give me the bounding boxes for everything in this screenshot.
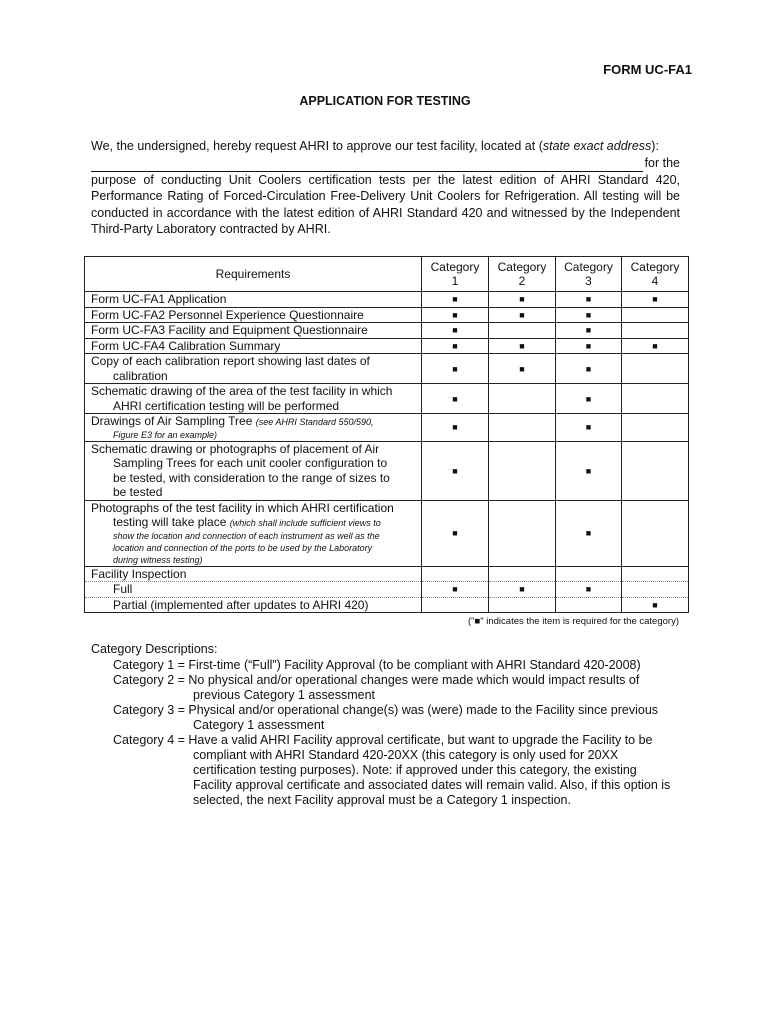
required-mark: ■: [489, 582, 556, 598]
required-mark: ■: [422, 323, 489, 339]
required-mark: ■: [556, 338, 622, 354]
required-mark: ■: [422, 384, 489, 414]
required-mark: ■: [556, 582, 622, 598]
header-category-3: [556, 257, 622, 292]
header-cat3-label: Category: [564, 260, 613, 274]
row-label: Form UC-FA3 Facility and Equipment Questionnaire: [85, 323, 422, 339]
category-3-description: Category 3 = Physical and/or operational change(s) was (were) made to the Facility since previous: [113, 703, 659, 717]
row-label-line: be tested: [113, 485, 163, 499]
category-4-description-cont: selected, the next Facility approval must be a Category 1 inspection.: [193, 793, 571, 807]
required-mark: ■: [422, 500, 489, 566]
row-label-line: Sampling Trees for each unit cooler configuration to: [113, 456, 388, 470]
row-label: Form UC-FA1 Application: [85, 292, 422, 308]
row-label: [85, 384, 422, 414]
header-cat1-label: Category: [430, 260, 480, 274]
required-mark: ■: [422, 338, 489, 354]
empty-cell: [622, 323, 689, 339]
header-cat2-label: Category: [497, 260, 547, 274]
intro-line1-prefix: We, the undersigned, hereby request AHRI to approve our test facility, located at (: [91, 139, 543, 153]
required-mark: ■: [556, 441, 622, 500]
required-mark: ■: [422, 582, 489, 598]
category-descriptions: [91, 642, 691, 808]
row-label: [85, 354, 422, 384]
empty-cell: [489, 500, 556, 566]
table-legend: ("■" indicates the item is required for the category): [467, 616, 679, 627]
table-row: [85, 414, 689, 442]
row-note: (which shall include sufficient views to: [229, 518, 381, 528]
intro-line1-italic: state exact address: [542, 139, 652, 153]
required-mark: ■: [422, 307, 489, 323]
row-label-line: Schematic drawing or photographs of placement of Air: [91, 441, 380, 456]
table-row: [85, 338, 689, 354]
required-mark: ■: [622, 597, 689, 613]
category-2-description-cont: previous Category 1 assessment: [193, 688, 376, 702]
row-label-line: [91, 515, 417, 530]
required-mark: ■: [622, 338, 689, 354]
empty-cell: [489, 566, 556, 582]
required-mark: ■: [489, 292, 556, 308]
row-label-text: testing will take place: [113, 515, 227, 529]
header-cat1-number: 1: [451, 274, 459, 288]
category-4-description: Category 4 = Have a valid AHRI Facility approval certificate, but want to upgrade the Facility to be: [113, 733, 653, 747]
row-label: [85, 597, 422, 613]
row-note: during witness testing): [113, 554, 203, 565]
empty-cell: [622, 414, 689, 442]
descriptions-title: Category Descriptions:: [91, 642, 218, 656]
row-label: [85, 582, 422, 598]
empty-cell: [489, 414, 556, 442]
required-mark: ■: [556, 307, 622, 323]
required-mark: ■: [422, 441, 489, 500]
intro-line1-suffix: ):: [651, 139, 659, 153]
category-2-description: Category 2 = No physical and/or operational changes were made which would impact results of: [113, 673, 640, 687]
row-note: location and connection of the ports to be used by the Laboratory: [113, 542, 373, 553]
empty-cell: [556, 597, 622, 613]
table-row: [85, 323, 689, 339]
row-label: Form UC-FA2 Personnel Experience Questionnaire: [85, 307, 422, 323]
table-row: [85, 384, 689, 414]
address-blank-line[interactable]: [91, 159, 643, 172]
empty-cell: [622, 582, 689, 598]
row-label-line: Drawings of Air Sampling Tree: [91, 414, 253, 428]
fill-tail-text: for the: [644, 156, 680, 170]
row-label: [85, 441, 422, 500]
header-cat3-number: 3: [585, 274, 592, 288]
category-4-description-cont: certification testing purposes). Note: if approved under this category, the existing: [193, 763, 637, 777]
intro-paragraph: [91, 138, 680, 238]
category-4-description-cont: compliant with AHRI Standard 420-20XX (this category is only used for 20XX: [193, 748, 619, 762]
required-mark: ■: [556, 500, 622, 566]
header-category-4: [622, 257, 689, 292]
row-label-line: Photographs of the test facility in which AHRI certification: [91, 500, 394, 515]
table-header-row: [85, 257, 689, 292]
empty-cell: [556, 566, 622, 582]
table-row: [85, 597, 689, 613]
required-mark: ■: [556, 292, 622, 308]
row-note: show the location and connection of each instrument as well as the: [113, 530, 380, 541]
form-id: FORM UC-FA1: [603, 62, 692, 77]
empty-cell: [622, 384, 689, 414]
required-mark: ■: [556, 414, 622, 442]
row-label-line: Full: [113, 582, 133, 596]
table-row: [85, 566, 689, 582]
empty-cell: [489, 597, 556, 613]
empty-cell: [622, 354, 689, 384]
required-mark: ■: [422, 354, 489, 384]
empty-cell: [422, 597, 489, 613]
table-row: [85, 354, 689, 384]
header-category-2: [489, 257, 556, 292]
header-requirements: Requirements: [85, 257, 422, 292]
row-label: Form UC-FA4 Calibration Summary: [85, 338, 422, 354]
intro-line1: [91, 138, 680, 155]
row-label: [85, 414, 422, 442]
row-label: [85, 500, 422, 566]
row-label-line: Partial (implemented after updates to AHRI 420): [113, 597, 369, 612]
required-mark: ■: [422, 292, 489, 308]
empty-cell: [622, 500, 689, 566]
empty-cell: [489, 441, 556, 500]
required-mark: ■: [556, 323, 622, 339]
header-category-1: [422, 257, 489, 292]
requirements-table: [84, 256, 689, 613]
header-cat4-number: 4: [651, 274, 659, 288]
table-row: [85, 292, 689, 308]
table-row: [85, 441, 689, 500]
required-mark: ■: [489, 338, 556, 354]
empty-cell: [422, 566, 489, 582]
empty-cell: [489, 323, 556, 339]
row-label-line: AHRI certification testing will be performed: [113, 398, 340, 413]
required-mark: ■: [556, 354, 622, 384]
category-1-description: Category 1 = First-time (“Full”) Facility Approval (to be compliant with AHRI Standard 420-2008): [113, 658, 641, 672]
required-mark: ■: [489, 307, 556, 323]
row-note: (see AHRI Standard 550/590,: [255, 417, 374, 427]
empty-cell: [489, 384, 556, 414]
header-cat4-label: Category: [630, 260, 680, 274]
category-3-description-cont: Category 1 assessment: [193, 718, 325, 732]
table-row: [85, 307, 689, 323]
required-mark: ■: [556, 384, 622, 414]
required-mark: ■: [489, 354, 556, 384]
intro-body: purpose of conducting Unit Coolers certification tests per the latest edition of AHRI Standard 420, Performance Rating of Forced-Circulation Free-Delivery Unit Coolers for Refrigeration. All testing will be conducted in accordance with the latest edition of AHRI Standard 420 and witnessed by the Independent Third-Party Laboratory contracted by AHRI.: [91, 172, 680, 236]
category-4-description-cont: Facility approval certificate and associated dates will remain valid. Also, if this option is: [193, 778, 671, 792]
empty-cell: [622, 307, 689, 323]
table-row: [85, 500, 689, 566]
row-label-line: Copy of each calibration report showing last dates of: [91, 354, 370, 368]
required-mark: ■: [422, 414, 489, 442]
row-note: Figure E3 for an example): [113, 429, 218, 440]
page-title: APPLICATION FOR TESTING: [299, 94, 471, 108]
row-label-line: calibration: [113, 368, 168, 383]
row-label: Facility Inspection: [85, 566, 422, 582]
row-label-line: be tested, with consideration to the range of sizes to: [113, 470, 390, 485]
table-row: [85, 582, 689, 598]
empty-cell: [622, 566, 689, 582]
address-fill-row: [91, 155, 680, 172]
required-mark: ■: [622, 292, 689, 308]
row-label-line: Schematic drawing of the area of the test facility in which: [91, 384, 393, 398]
header-cat2-number: 2: [518, 274, 526, 288]
empty-cell: [622, 441, 689, 500]
